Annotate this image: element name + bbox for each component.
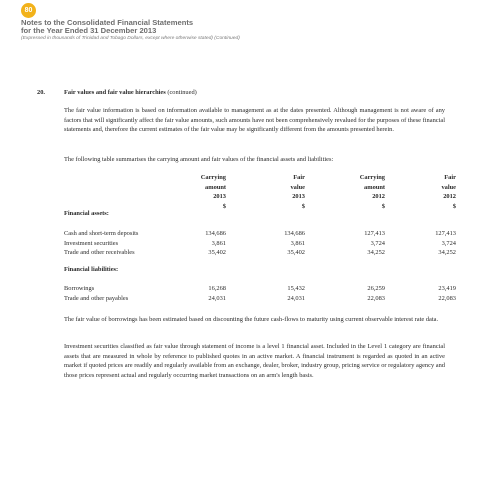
- col-header-line: value: [290, 183, 305, 191]
- cell-value: 22,083: [367, 295, 385, 302]
- row-label: Cash and short-term deposits: [64, 230, 139, 237]
- col-header-line: $: [381, 202, 385, 210]
- table-row: [64, 295, 456, 305]
- cell-value: 127,413: [364, 230, 385, 237]
- paragraph-fair-value-info: The fair value information is based on information available to management as at the dates presented. Although management is not aware of any factors that will significantly affect the fair value amounts, such amounts have not been comprehensively revalued for the purposes of these financial statements and, therefore the current estimates of the fair value may be significantly different from the amounts presented herein.: [64, 107, 445, 134]
- col-header-line: value: [441, 183, 456, 191]
- col-header-line: 2013: [213, 193, 226, 200]
- col-header-line: Fair: [444, 174, 456, 181]
- cell-value: 3,724: [441, 240, 456, 247]
- cell-value: 35,402: [287, 249, 305, 256]
- paragraph-borrowings-fair-value: The fair value of borrowings has been estimated based on discounting the future cash-flows to maturity using current observable interest rate data.: [64, 316, 439, 323]
- col-header-line: Carrying: [200, 174, 226, 181]
- cell-value: 3,861: [290, 240, 305, 247]
- document-title: Notes to the Consolidated Financial Statements: [21, 18, 194, 27]
- col-header-line: $: [452, 202, 456, 210]
- currency-note: (Expressed in thousands of Trinidad and Tobago Dollars, except where otherwise stated) (Continued): [21, 36, 240, 41]
- column-header-carrying-2013: [176, 173, 226, 211]
- cell-value: 3,861: [211, 240, 226, 247]
- table-row: [64, 230, 456, 240]
- paragraph-level1-securities: Investment securities classified as fair value through statement of income is a level 1 financial asset. Included in the Level 1 category are financial assets that are measured in whole by reference to published quotes in an active market. A financial instrument is regarded as quoted in an active market if quoted prices are readily and regularly available from an exchange, dealer, broker, industry group, pricing service or regulatory agency and those prices represent actual and regularly occurring market transactions on an arm's length basis.: [64, 343, 445, 379]
- cell-value: 134,686: [284, 230, 305, 237]
- table-row: [64, 285, 456, 295]
- cell-value: 24,031: [287, 295, 305, 302]
- cell-value: 3,724: [370, 240, 385, 247]
- col-header-line: amount: [364, 183, 385, 191]
- row-label: Trade and other receivables: [64, 249, 135, 256]
- paragraph-table-intro: The following table summarises the carrying amount and fair values of the financial assets and liabilities:: [64, 156, 334, 163]
- cell-value: 26,259: [367, 285, 385, 292]
- col-header-line: 2013: [292, 193, 305, 200]
- cell-value: 24,031: [208, 295, 226, 302]
- cell-value: 35,402: [208, 249, 226, 256]
- col-header-line: $: [301, 202, 305, 210]
- cell-value: 22,083: [438, 295, 456, 302]
- col-header-line: 2012: [443, 193, 456, 200]
- col-header-line: 2012: [372, 193, 385, 200]
- col-header-line: Carrying: [359, 174, 385, 181]
- table-row: [64, 249, 456, 259]
- cell-value: 34,252: [438, 249, 456, 256]
- row-label: Investment securities: [64, 240, 119, 247]
- page-number-badge: 80: [21, 3, 36, 18]
- financial-liabilities-heading: Financial liabilities:: [64, 266, 119, 273]
- cell-value: 134,686: [205, 230, 226, 237]
- col-header-line: $: [222, 202, 226, 210]
- cell-value: 23,419: [438, 285, 456, 292]
- column-header-carrying-2012: [335, 173, 385, 211]
- row-label: Trade and other payables: [64, 295, 129, 302]
- col-header-line: amount: [205, 183, 226, 191]
- financial-assets-heading: Financial assets:: [64, 210, 109, 217]
- cell-value: 127,413: [435, 230, 456, 237]
- section-title-main: Fair values and fair value hierarchies: [64, 89, 166, 96]
- section-number: 20.: [37, 89, 45, 96]
- cell-value: 15,432: [287, 285, 305, 292]
- document-subtitle: for the Year Ended 31 December 2013: [21, 26, 157, 35]
- section-title: [64, 89, 197, 96]
- cell-value: 16,268: [208, 285, 226, 292]
- col-header-line: Fair: [293, 174, 305, 181]
- column-header-fair-2013: [255, 173, 305, 211]
- cell-value: 34,252: [367, 249, 385, 256]
- column-header-fair-2012: [406, 173, 456, 211]
- section-title-suffix: (continued): [167, 89, 197, 96]
- row-label: Borrowings: [64, 285, 95, 292]
